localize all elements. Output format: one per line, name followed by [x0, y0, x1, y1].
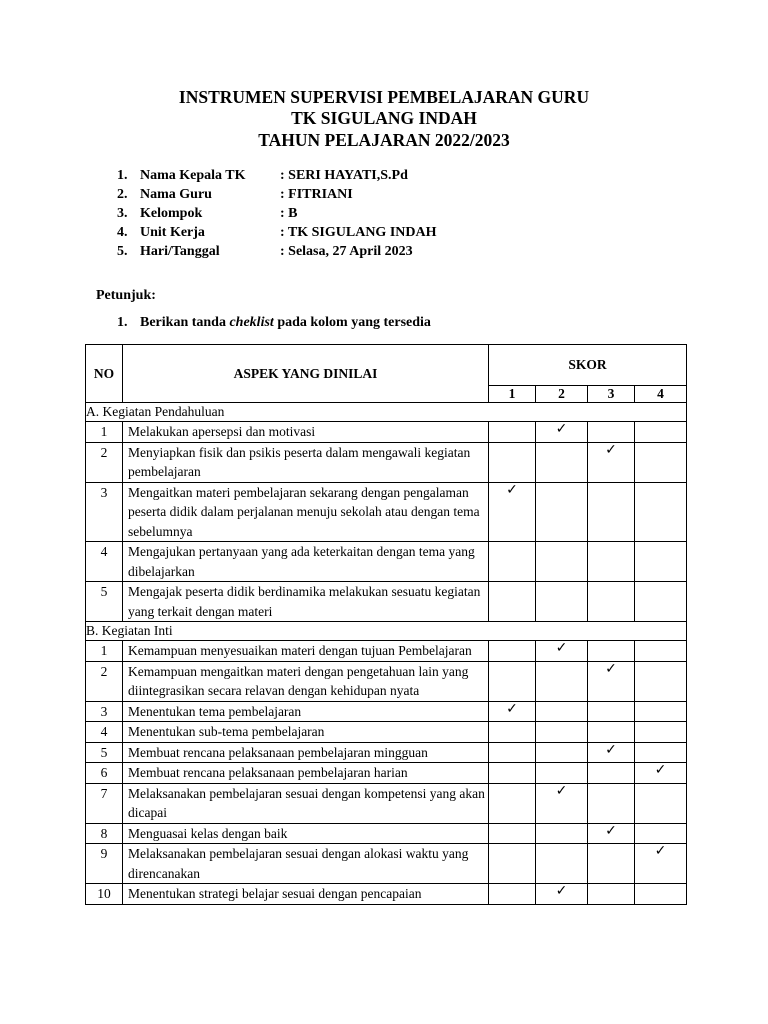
score-cell-3: [588, 482, 635, 542]
identity-value: : TK SIGULANG INDAH: [280, 225, 437, 240]
score-cell-1: [489, 422, 536, 443]
table-row: [86, 823, 687, 844]
table-row: [86, 582, 687, 622]
score-cell-1: [489, 763, 536, 784]
score-cell-4: [635, 582, 687, 622]
score-cell-4: [635, 763, 687, 784]
table-row: [86, 482, 687, 542]
row-number: 2: [86, 442, 123, 482]
column-header-aspek: ASPEK YANG DINILAI: [123, 345, 489, 403]
section-title: B. Kegiatan Inti: [86, 622, 687, 641]
identity-value: : FITRIANI: [280, 187, 353, 202]
score-cell-1: [489, 582, 536, 622]
aspect-text: Kemampuan mengaitkan materi dengan pengetahuan lain yang diintegrasikan secara relavan dengan kehidupan nyata: [123, 661, 489, 701]
score-cell-4: [635, 742, 687, 763]
aspect-text: Menguasai kelas dengan baik: [123, 823, 489, 844]
score-cell-1: [489, 661, 536, 701]
row-number: 10: [86, 884, 123, 905]
checkmark-icon: ✓: [555, 421, 568, 437]
score-cell-1: [489, 701, 536, 722]
table-row: [86, 742, 687, 763]
row-number: 5: [86, 742, 123, 763]
score-cell-4: [635, 783, 687, 823]
row-number: 1: [86, 641, 123, 662]
score-cell-2: [536, 442, 588, 482]
score-cell-2: [536, 641, 588, 662]
table-row: [86, 442, 687, 482]
table-row: [86, 641, 687, 662]
score-cell-4: [635, 422, 687, 443]
identity-value: : SERI HAYATI,S.Pd: [280, 168, 408, 183]
aspect-text: Melaksanakan pembelajaran sesuai dengan kompetensi yang akan dicapai: [123, 783, 489, 823]
row-number: 3: [86, 482, 123, 542]
identity-label: Kelompok: [140, 206, 203, 221]
score-cell-2: [536, 844, 588, 884]
score-cell-2: [536, 763, 588, 784]
table-row: [86, 661, 687, 701]
score-cell-2: [536, 542, 588, 582]
aspect-text: Menentukan sub-tema pembelajaran: [123, 722, 489, 743]
score-level-header: 2: [536, 386, 588, 403]
table-row: [86, 783, 687, 823]
aspect-text: Membuat rencana pelaksanaan pembelajaran harian: [123, 763, 489, 784]
score-level-header: 1: [489, 386, 536, 403]
table-row: [86, 722, 687, 743]
score-cell-3: [588, 783, 635, 823]
score-cell-1: [489, 442, 536, 482]
aspect-text: Mengajukan pertanyaan yang ada keterkaitan dengan tema yang dibelajarkan: [123, 542, 489, 582]
row-number: 4: [86, 722, 123, 743]
checkmark-icon: ✓: [605, 660, 617, 677]
instruction-emphasis: cheklist: [229, 315, 274, 330]
score-cell-3: [588, 844, 635, 884]
score-cell-2: [536, 582, 588, 622]
score-cell-4: [635, 823, 687, 844]
aspect-text: Menentukan strategi belajar sesuai dengan pencapaian: [123, 884, 489, 905]
table-row: [86, 542, 687, 582]
aspect-text: Melaksanakan pembelajaran sesuai dengan alokasi waktu yang direncanakan: [123, 844, 489, 884]
row-number: 1: [86, 422, 123, 443]
score-cell-2: [536, 823, 588, 844]
score-cell-1: [489, 783, 536, 823]
score-cell-2: [536, 701, 588, 722]
score-cell-4: [635, 442, 687, 482]
row-number: 3: [86, 701, 123, 722]
identity-label: Hari/Tanggal: [140, 244, 220, 259]
score-level-header: 4: [635, 386, 687, 403]
row-number: 8: [86, 823, 123, 844]
instruction-text: pada kolom yang tersedia: [273, 315, 431, 330]
score-cell-3: [588, 763, 635, 784]
item-number: 4.: [117, 225, 128, 240]
column-header-no: NO: [86, 345, 123, 403]
aspect-text: Menentukan tema pembelajaran: [123, 701, 489, 722]
checkmark-icon: ✓: [654, 762, 667, 778]
table-row: [86, 844, 687, 884]
aspect-text: Melakukan apersepsi dan motivasi: [123, 422, 489, 443]
checkmark-icon: ✓: [506, 481, 518, 498]
score-cell-1: [489, 823, 536, 844]
checkmark-icon: ✓: [605, 822, 617, 839]
score-cell-3: [588, 641, 635, 662]
identity-label: Nama Kepala TK: [140, 168, 246, 183]
academic-year: TAHUN PELAJARAN 2022/2023: [258, 130, 510, 150]
school-name: TK SIGULANG INDAH: [291, 108, 477, 128]
score-cell-1: [489, 884, 536, 905]
score-cell-3: [588, 701, 635, 722]
score-cell-3: [588, 422, 635, 443]
supervision-table: [85, 344, 687, 905]
score-cell-2: [536, 884, 588, 905]
section-header-row: [86, 403, 687, 422]
instruction-text: Berikan tanda: [140, 315, 230, 330]
checkmark-icon: ✓: [605, 441, 617, 458]
table-row: [86, 422, 687, 443]
checkmark-icon: ✓: [506, 700, 518, 717]
identity-value: : Selasa, 27 April 2023: [280, 244, 413, 259]
score-cell-3: [588, 582, 635, 622]
score-cell-3: [588, 661, 635, 701]
document-title: INSTRUMEN SUPERVISI PEMBELAJARAN GURU: [178, 87, 590, 107]
score-cell-4: [635, 701, 687, 722]
item-number: 2.: [117, 187, 128, 202]
score-cell-2: [536, 742, 588, 763]
checkmark-icon: ✓: [654, 843, 667, 859]
score-cell-4: [635, 661, 687, 701]
score-level-header: 3: [588, 386, 635, 403]
score-cell-3: [588, 722, 635, 743]
item-number: 1.: [117, 315, 128, 330]
score-cell-1: [489, 722, 536, 743]
row-number: 9: [86, 844, 123, 884]
section-title: A. Kegiatan Pendahuluan: [86, 403, 687, 422]
column-header-skor: SKOR: [489, 345, 687, 386]
score-cell-3: [588, 742, 635, 763]
checkmark-icon: ✓: [555, 883, 568, 899]
row-number: 5: [86, 582, 123, 622]
table-row: [86, 763, 687, 784]
score-cell-4: [635, 844, 687, 884]
score-cell-2: [536, 422, 588, 443]
row-number: 2: [86, 661, 123, 701]
row-number: 6: [86, 763, 123, 784]
score-cell-4: [635, 884, 687, 905]
section-header-row: [86, 622, 687, 641]
score-cell-2: [536, 783, 588, 823]
score-cell-3: [588, 542, 635, 582]
item-number: 1.: [117, 168, 128, 183]
score-cell-4: [635, 722, 687, 743]
score-cell-1: [489, 641, 536, 662]
score-cell-1: [489, 482, 536, 542]
aspect-text: Mengaitkan materi pembelajaran sekarang dengan pengalaman peserta didik dalam perjalanan menuju sekolah atau dengan tema sebelumnya: [123, 482, 489, 542]
score-cell-3: [588, 884, 635, 905]
score-cell-3: [588, 823, 635, 844]
row-number: 4: [86, 542, 123, 582]
instruction-item: [117, 315, 431, 331]
checkmark-icon: ✓: [605, 741, 617, 758]
score-cell-1: [489, 542, 536, 582]
score-cell-4: [635, 641, 687, 662]
aspect-text: Kemampuan menyesuaikan materi dengan tujuan Pembelajaran: [123, 641, 489, 662]
identity-label: Unit Kerja: [140, 225, 205, 240]
item-number: 5.: [117, 244, 128, 259]
identity-value: : B: [280, 206, 298, 221]
score-cell-2: [536, 722, 588, 743]
item-number: 3.: [117, 206, 128, 221]
aspect-text: Membuat rencana pelaksanaan pembelajaran mingguan: [123, 742, 489, 763]
row-number: 7: [86, 783, 123, 823]
score-cell-3: [588, 442, 635, 482]
score-cell-1: [489, 742, 536, 763]
score-cell-4: [635, 482, 687, 542]
checkmark-icon: ✓: [555, 782, 568, 799]
table-row: [86, 701, 687, 722]
identity-label: Nama Guru: [140, 187, 212, 202]
score-cell-1: [489, 844, 536, 884]
aspect-text: Mengajak peserta didik berdinamika melakukan sesuatu kegiatan yang terkait dengan materi: [123, 582, 489, 622]
aspect-text: Menyiapkan fisik dan psikis peserta dalam mengawali kegiatan pembelajaran: [123, 442, 489, 482]
score-cell-2: [536, 482, 588, 542]
table-row: [86, 884, 687, 905]
score-cell-2: [536, 661, 588, 701]
instructions-heading: Petunjuk:: [96, 288, 156, 303]
checkmark-icon: ✓: [555, 640, 568, 656]
score-cell-4: [635, 542, 687, 582]
